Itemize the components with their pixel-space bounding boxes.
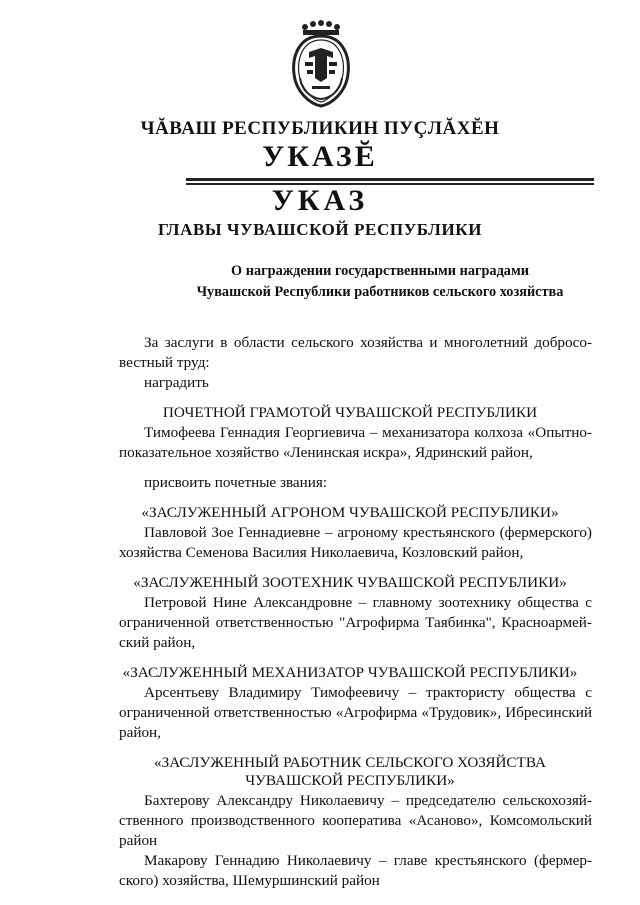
decree-title-line1: О награждении государственными наградами bbox=[231, 263, 529, 279]
chuvash-header-line1: ЧĂВАШ РЕСПУБЛИКИН ПУÇЛĂХĔН bbox=[140, 118, 500, 139]
decree-title-line2: Чувашской Республики работников сельского хозяйства bbox=[196, 284, 564, 300]
worker2-recipient-line1: Макарову Геннадию Николаевичу – главе крестьянского (фермер- bbox=[144, 852, 592, 869]
award-zoo-heading: «ЗАСЛУЖЕННЫЙ ЗООТЕХНИК ЧУВАШСКОЙ РЕСПУБЛИКИ» bbox=[133, 574, 567, 591]
russian-header-line1: УКАЗ bbox=[271, 184, 369, 217]
intro-line2: вестный труд: bbox=[119, 354, 210, 371]
mech-recipient-line3: район, bbox=[119, 724, 161, 741]
award-pg-heading: ПОЧЕТНОЙ ГРАМОТОЙ ЧУВАШСКОЙ РЕСПУБЛИКИ bbox=[162, 404, 538, 421]
award-worker-heading-line2: ЧУВАШСКОЙ РЕСПУБЛИКИ» bbox=[245, 772, 455, 789]
mech-recipient-line1: Арсентьеву Владимиру Тимофеевичу – трактористу общества с bbox=[144, 684, 592, 701]
worker1-recipient-line2: ственного производственного кооператива «Асаново», Комсомольский bbox=[119, 812, 592, 829]
pg-recipient-line1: Тимофеева Геннадия Георгиевича – механизатора колхоза «Опытно- bbox=[144, 424, 592, 441]
award-agro-heading: «ЗАСЛУЖЕННЫЙ АГРОНОМ ЧУВАШСКОЙ РЕСПУБЛИКИ» bbox=[141, 504, 559, 521]
zoo-recipient-line2: ограниченной ответственностью "Агрофирма Таябинка", Красноармей- bbox=[119, 614, 592, 631]
intro-line3: наградить bbox=[144, 374, 209, 391]
zoo-recipient-line3: ский район, bbox=[119, 634, 196, 651]
agro-recipient-line1: Павловой Зое Геннадиевне – агроному крестьянского (фермерского) bbox=[144, 524, 592, 541]
award-mech-heading: «ЗАСЛУЖЕННЫЙ МЕХАНИЗАТОР ЧУВАШСКОЙ РЕСПУБЛИКИ» bbox=[122, 664, 578, 681]
mech-recipient-line2: ограниченной ответственностью «Агрофирма «Трудовик», Ибресинский bbox=[119, 704, 592, 721]
assign-line: присвоить почетные звания: bbox=[144, 474, 328, 491]
worker1-recipient-line3: район bbox=[119, 832, 158, 849]
header-divider-thick bbox=[186, 178, 594, 181]
zoo-recipient-line1: Петровой Нине Александровне – главному зоотехнику общества с bbox=[144, 594, 592, 611]
worker1-recipient-line1: Бахтерову Александру Николаевичу – председателю сельскохозяй- bbox=[144, 792, 592, 809]
worker2-recipient-line2: ского) хозяйства, Шемуршинский район bbox=[119, 872, 380, 889]
pg-recipient-line2: показательное хозяйство «Ленинская искра», Ядринский район, bbox=[119, 444, 533, 461]
chuvash-emblem-icon bbox=[288, 18, 354, 110]
award-worker-heading-line1: «ЗАСЛУЖЕННЫЙ РАБОТНИК СЕЛЬСКОГО ХОЗЯЙСТВА bbox=[154, 754, 546, 771]
intro-line1: За заслуги в области сельского хозяйства и многолетний доброcо- bbox=[144, 334, 592, 351]
russian-header-line2: ГЛАВЫ ЧУВАШСКОЙ РЕСПУБЛИКИ bbox=[157, 220, 483, 239]
agro-recipient-line2: хозяйства Семенова Василия Николаевича, Козловский район, bbox=[119, 544, 524, 561]
chuvash-header-line2: УКАЗĔ bbox=[262, 140, 378, 173]
